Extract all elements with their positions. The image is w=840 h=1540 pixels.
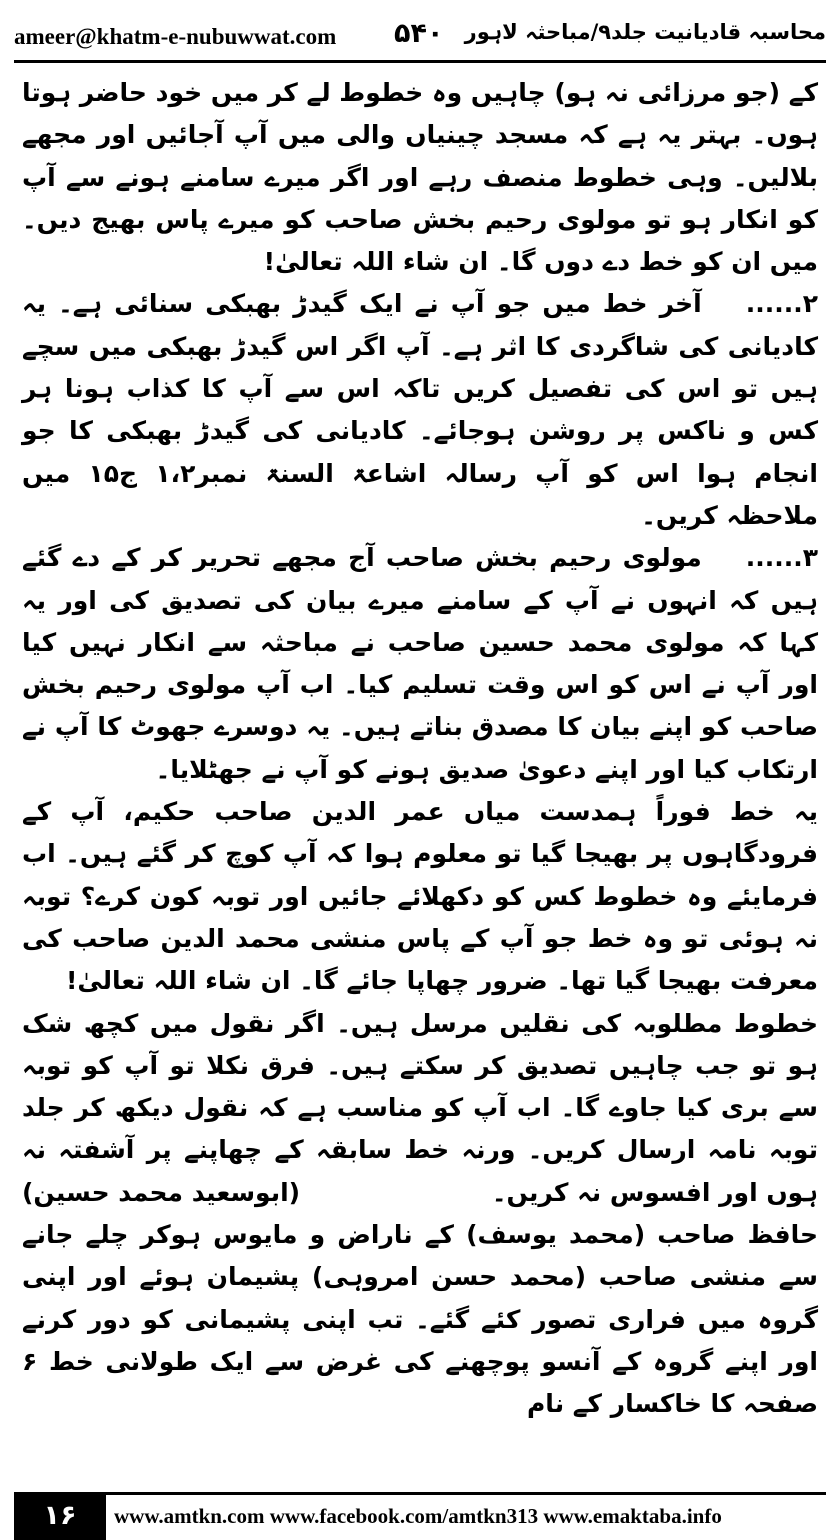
footer-links: www.amtkn.com www.facebook.com/amtkn313 www.emaktaba.info	[114, 1504, 722, 1528]
folio-number: ۱۶	[14, 1494, 106, 1540]
paragraph-2	[22, 283, 818, 537]
header-rule	[14, 60, 826, 63]
header-book-title: محاسبہ قادیانیت جلد۹/مباحثہ لاہور	[464, 20, 826, 44]
paragraph-3-text: مولوی رحیم بخش صاحب آج مجھے تحریر کر کے دے گئے ہیں کہ انہوں نے آپ کے سامنے میرے بیان کی تصدیق کی اور یہ کہا کہ مولوی محمد حسین صاحب نے مباحثہ سے انکار نہیں کیا اور آپ نے اس کو اس وقت تسلیم کیا۔ اب آپ مولوی رحیم بخش صاحب کو اپنے بیان کا مصدق بناتے ہیں۔ یہ دوسرے جھوٹ کا آپ نے ارتکاب کیا اور اپنے دعویٰ صدیق ہونے کو آپ نے جھٹلایا۔	[22, 543, 818, 784]
body-text	[22, 72, 818, 1426]
paragraph-3	[22, 537, 818, 791]
paragraph-5	[22, 1003, 818, 1214]
item-number-2: ۲......	[745, 289, 818, 319]
paragraph-1: کے (جو مرزائی نہ ہو) چاہیں وہ خطوط لے کر میں خود حاضر ہوتا ہوں۔ بہتر یہ ہے کہ مسجد چینیاں والی میں آپ آجائیں اور مجھے بلالیں۔ وہی خطوط منصف رہے اور اگر میرے سامنے ہونے سے آپ کو انکار ہو تو مولوی رحیم بخش صاحب کو میرے پاس بھیج دیں۔ میں ان کو خط دے دوں گا۔ ان شاء اللہ تعالیٰ!	[22, 78, 818, 277]
paragraph-4: یہ خط فوراً ہمدست میاں عمر الدین صاحب حکیم، آپ کے فرودگاہوں پر بھیجا گیا تو معلوم ہوا کہ آپ کوچ کر گئے ہیں۔ اب فرمایئے وہ خطوط کس کو دکھلائے جائیں اور توبہ کون کرے؟ توبہ نہ ہوئی تو وہ خط جو آپ کے پاس منشی محمد الدین صاحب کی معرفت بھیجا گیا تھا۔ ضرور چھاپا جائے گا۔ ان شاء اللہ تعالیٰ!	[22, 797, 818, 996]
footer-rule	[14, 1492, 826, 1495]
paragraph-2-text: آخر خط میں جو آپ نے ایک گیدڑ بھبکی سنائی ہے۔ یہ کادیانی کی شاگردی کا اثر ہے۔ آپ اگر اس گیدڑ بھبکی میں سچے ہیں تو اس کی تفصیل کریں تاکہ اس سے آپ کا کذاب ہونا ہر کس و ناکس پر روشن ہوجائے۔ کادیانی کی گیدڑ بھبکی کا جو انجام ہوا اس کو آپ رسالہ اشاعۃ السنۃ نمبر۱،۲ ج۱۵ میں ملاحظہ کریں۔	[22, 289, 818, 530]
paragraph-6: حافظ صاحب (محمد یوسف) کے ناراض و مایوس ہوکر چلے جانے سے منشی صاحب (محمد حسن امروہی) پشیمان ہوئے اور اپنی گروہ میں فراری تصور کئے گئے۔ تب اپنی پشیمانی کو دور کرنے اور اپنے گروہ کے آنسو پوچھنے کی غرض سے ایک طولانی خط ۶ صفحہ کا خاکسار کے نام	[22, 1220, 818, 1419]
paragraph-5-text: خطوط مطلوبہ کی نقلیں مرسل ہیں۔ اگر نقول میں کچھ شک ہو تو جب چاہیں تصدیق کر سکتے ہیں۔ فرق نکلا تو آپ کو توبہ سے بری کیا جاوے گا۔ اب آپ کو مناسب ہے کہ نقول دیکھ کر جلد توبہ نامہ ارسال کریں۔ ورنہ خط سابقہ کے چھاپنے پر آشفتہ نہ ہوں اور افسوس نہ کریں۔	[22, 1008, 818, 1207]
header-page-number: ۵۴۰	[394, 18, 444, 49]
page-header	[14, 14, 826, 58]
signature: (ابوسعید محمد حسین)	[22, 1177, 301, 1207]
header-email: ameer@khatm-e-nubuwwat.com	[14, 24, 337, 49]
item-number-3: ۳......	[745, 543, 818, 573]
